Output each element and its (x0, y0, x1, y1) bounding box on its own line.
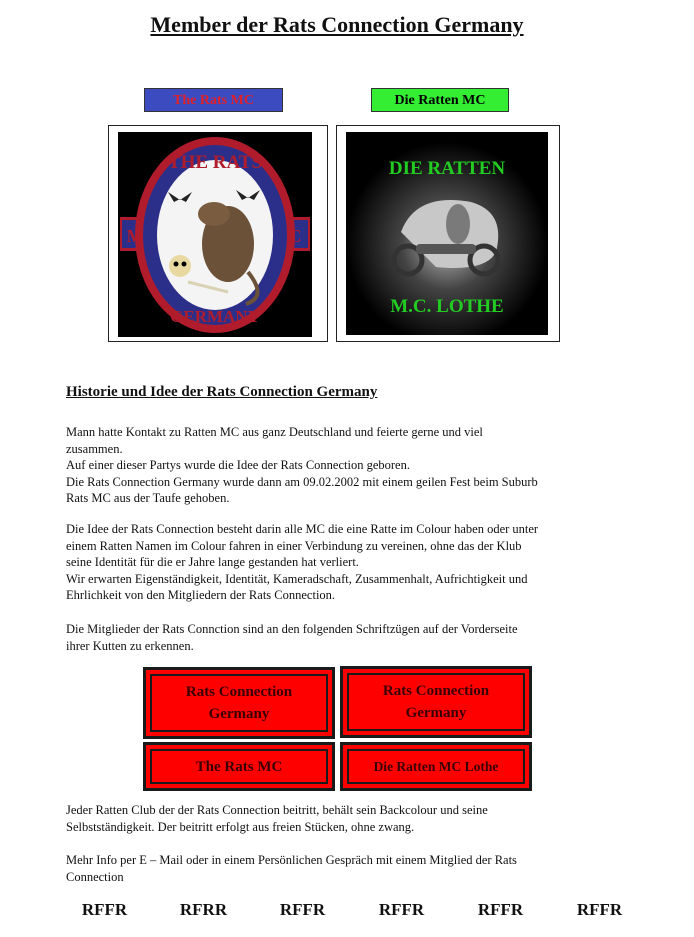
badge-line: Die Ratten MC Lothe (373, 758, 499, 774)
the-rats-logo-image (118, 132, 312, 337)
slogan: RFFR (279, 900, 326, 919)
text-line: ihrer Kutten zu erkennen. (66, 638, 194, 653)
badge-the-rats-mc (143, 742, 335, 791)
history-paragraph-2 (66, 521, 626, 604)
die-ratten-logo-image (346, 132, 548, 335)
text-line: Jeder Ratten Club der der Rats Connection beitritt, behält sein Backcolour und seine (66, 803, 488, 817)
history-paragraph-3 (66, 621, 626, 654)
text-line: Connection (66, 869, 124, 884)
closing-paragraph-2 (66, 852, 626, 885)
history-paragraph-1 (66, 424, 626, 507)
die-ratten-logo-top-text: DIE RATTEN (388, 158, 506, 179)
the-rats-logo-top-text: THE RATS (167, 152, 263, 173)
club-label-the-rats: The Rats MC (144, 88, 283, 112)
badge-line: Rats Connection (382, 683, 490, 699)
text-line: Mehr Info per E – Mail oder in einem Persönlichen Gespräch mit einem Mitglied der Rats (66, 853, 517, 867)
page-title: Member der Rats Connection Germany (150, 12, 524, 37)
text-line: Auf einer dieser Partys wurde die Idee der Rats Connection geboren. (66, 458, 410, 472)
slogan: RFFR (378, 900, 425, 919)
text-line: Selbstständigkeit. Der beitritt erfolgt aus freien Stücken, ohne zwang. (66, 819, 415, 834)
badge-die-ratten-mc-lothe (340, 742, 532, 791)
die-ratten-logo-frame (336, 125, 560, 342)
badge-line: The Rats MC (195, 758, 283, 775)
badge-line: Germany (208, 706, 270, 722)
text-line: Die Rats Connection Germany wurde dann am 09.02.2002 mit einem geilen Fest beim Suburb (66, 474, 538, 489)
footer-slogans (62, 900, 642, 920)
history-heading: Historie und Idee der Rats Connection Germany (66, 384, 378, 400)
badge-line: Rats Connection (185, 684, 293, 700)
text-line: einem Ratten Namen im Colour fahren in einer Verbindung zu vereinen, ohne das der Klub (66, 538, 522, 553)
club-label-die-ratten: Die Ratten MC (371, 88, 509, 112)
text-line: zusammen. (66, 441, 123, 456)
die-ratten-logo-bottom-text: M.C. LOTHE (390, 296, 504, 317)
badge-line: Germany (405, 705, 467, 721)
the-rats-logo-frame (108, 125, 328, 342)
slogan: RFFR (477, 900, 524, 919)
badge-rats-connection-germany-1 (143, 667, 335, 739)
slogan: RFFR (576, 900, 623, 919)
text-line: seine Identität für die er Jahre lange gestanden hat verliert. (66, 555, 359, 569)
closing-paragraph-1 (66, 802, 626, 835)
text-line: Die Idee der Rats Connection besteht darin alle MC die eine Ratte im Colour haben oder unter (66, 522, 539, 536)
text-line: Wir erwarten Eigenständigkeit, Identität, Kameradschaft, Zusammenhalt, Aufrichtigkeit und (66, 571, 528, 586)
text-line: Rats MC aus der Taufe gehoben. (66, 491, 230, 505)
the-rats-logo-c: C (288, 226, 302, 246)
slogan: RFFR (81, 900, 128, 919)
the-rats-logo-bottom-text: GERMANY (170, 307, 260, 326)
text-line: Die Mitglieder der Rats Connction sind an den folgenden Schriftzügen auf der Vorderseite (66, 622, 518, 636)
badge-rats-connection-germany-2 (340, 666, 532, 738)
slogan: RFRR (179, 900, 228, 919)
text-line: Mann hatte Kontakt zu Ratten MC aus ganz Deutschland und feierte gerne und viel (66, 425, 483, 439)
the-rats-logo-m: M (126, 226, 144, 246)
text-line: Ehrlichkeit von den Mitgliedern der Rats Connection. (66, 588, 336, 602)
